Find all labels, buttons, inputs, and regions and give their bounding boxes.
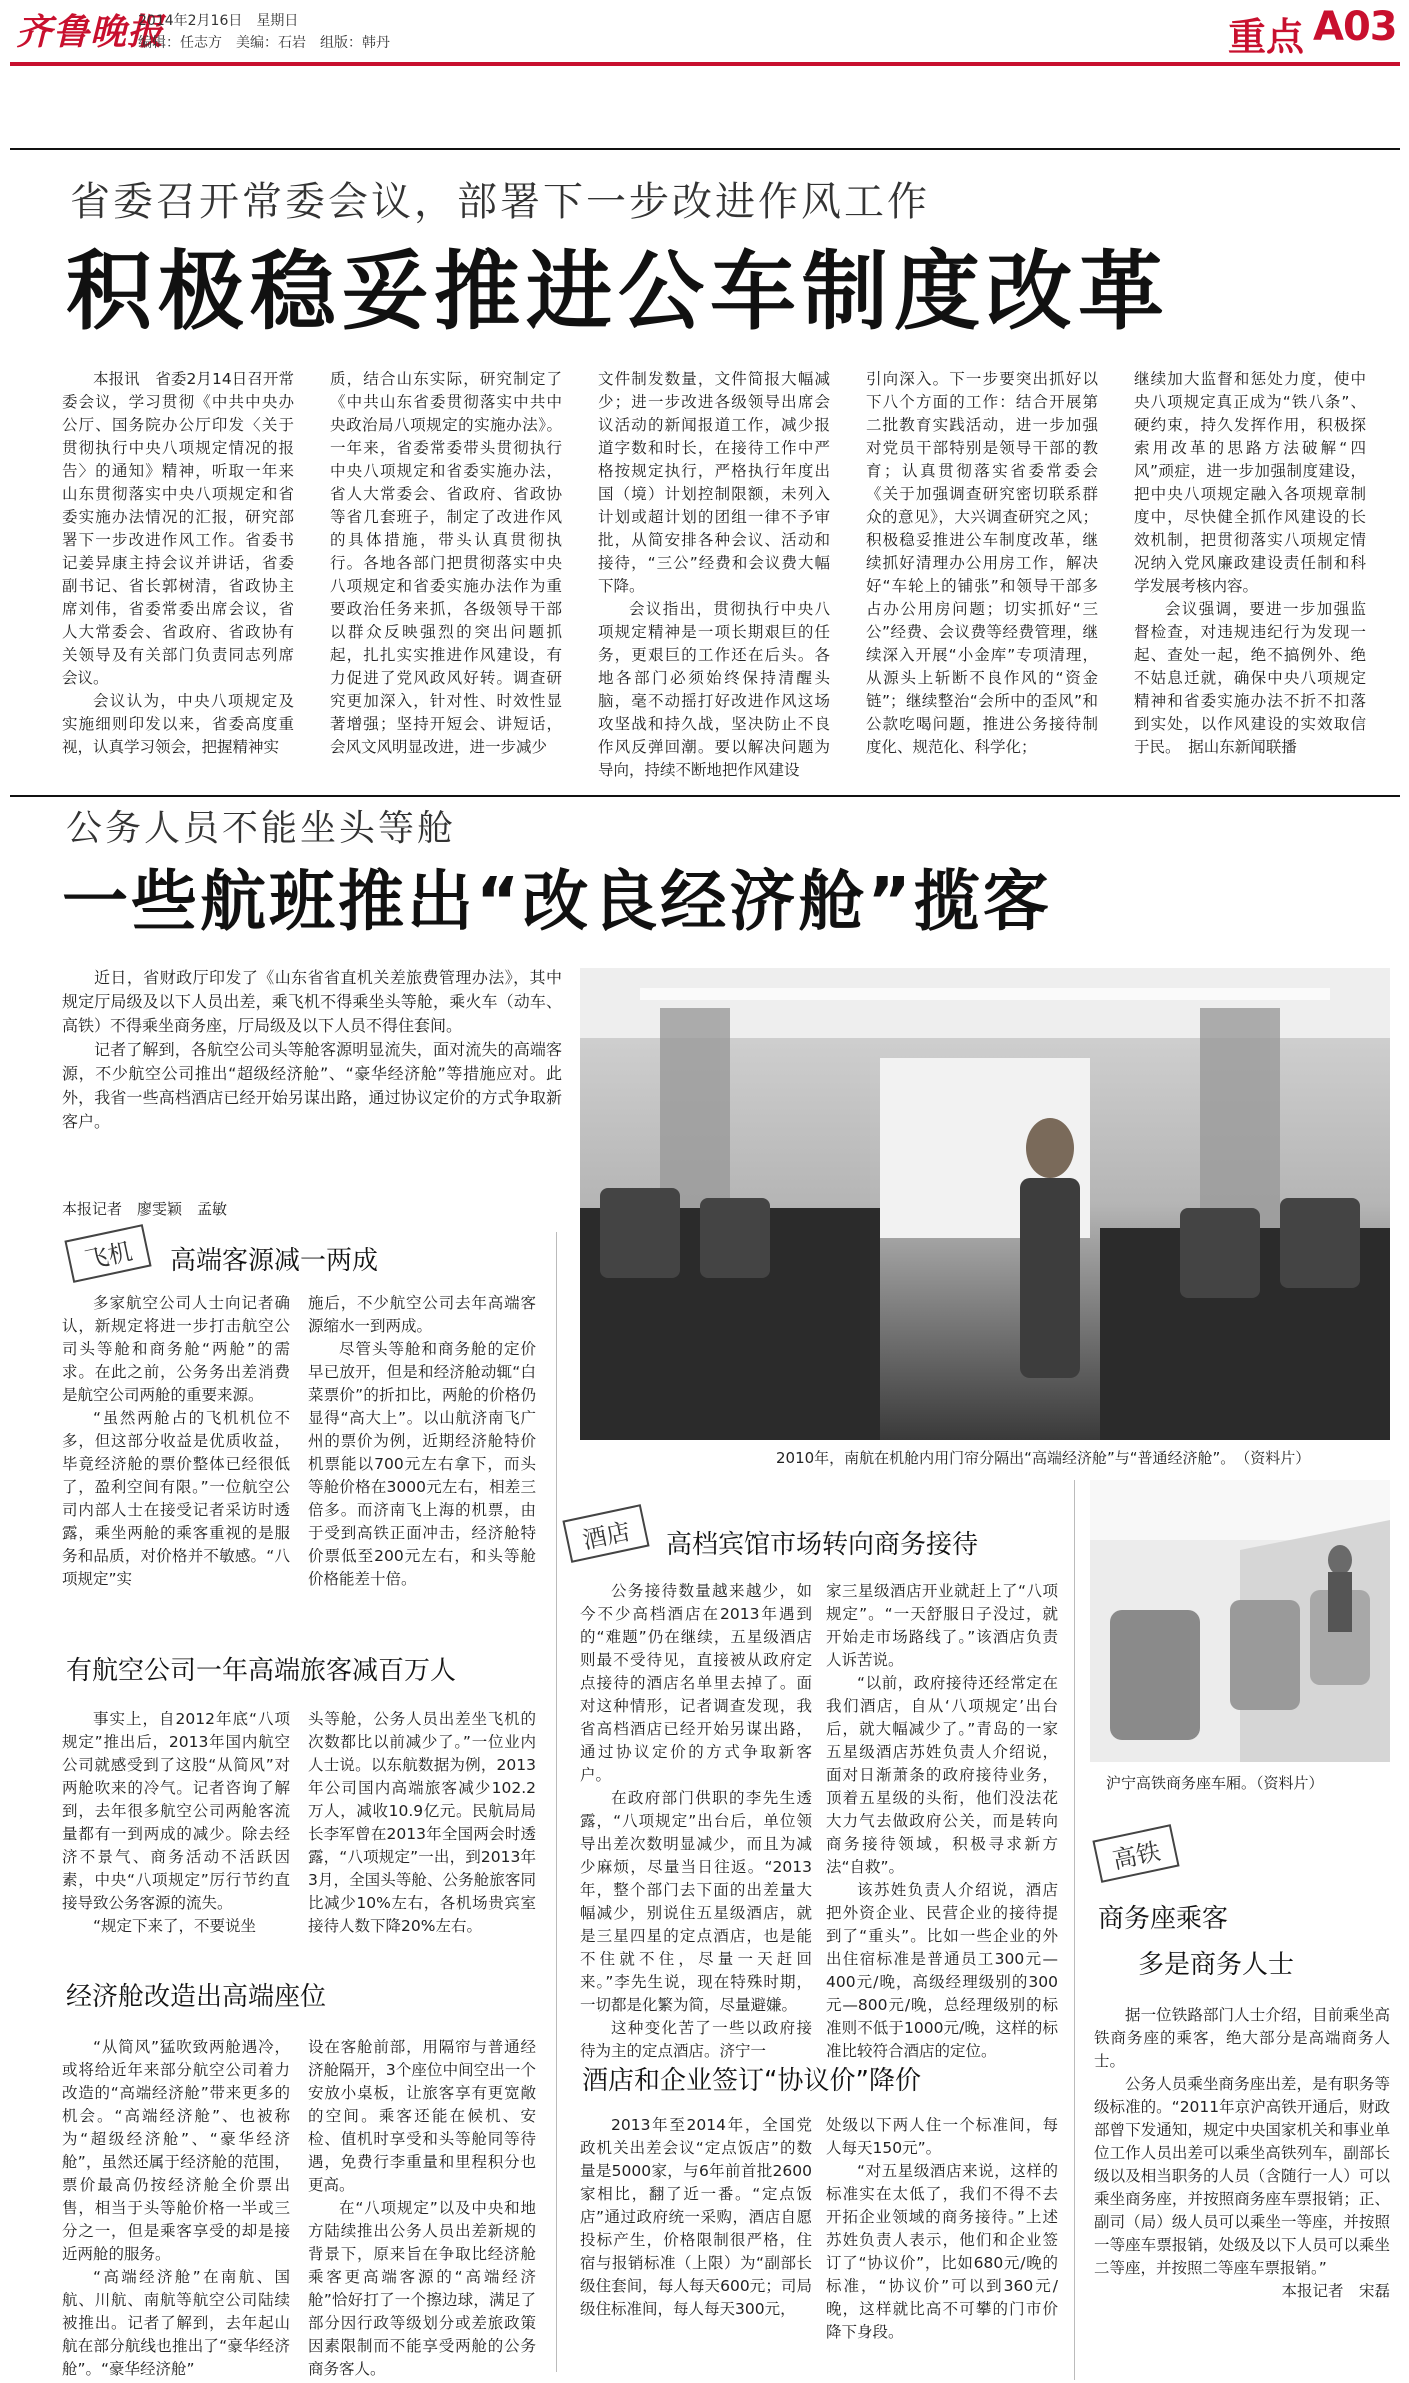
paragraph: 事实上，自2012年底“八项规定”推出后，2013年国内航空公司就感受到了这股“从简风”对两舱吹来的冷气。记者咨询了解到，去年很多航空公司两舱客流量都有一到两成的减少。除去经济不景气、商务活动不活跃因素，中央“八项规定”厉行节约直接导致公务客源的流失。 (62, 1710, 290, 1912)
article1-column-4 (866, 368, 1098, 759)
paragraph: 会议指出，贯彻执行中央八项规定精神是一项长期艰巨的任务，更艰巨的工作还在后头。各地各部门必须始终保持清醒头脑，毫不动摇打好改进作风这场攻坚战和持久战，坚决防止不良作风反弹回潮。要以解决问题为导向，持续不断地把作风建设 (598, 600, 830, 779)
newspaper-logo: 齐鲁晚报 (16, 11, 165, 53)
paragraph: 引向深入。下一步要突出抓好以下八个方面的工作：结合开展第二批教育实践活动，进一步加强对党员干部特别是领导干部的教育；认真贯彻落实省委常委会《关于加强调查研究密切联系群众的意见》，大兴调查研究之风；积极稳妥推进公车制度改革，继续抓好清理办公用房工作，解决好“车轮上的铺张”和领导干部多占办公用房问题；切实抓好“三公”经费、会议费等经费管理，继续深入开展“小金库”专项清理，从源头上斩断不良作风的“资金链”；继续整治“会所中的歪风”和公款吃喝问题，推进公务接待制度化、规范化、科学化； (866, 370, 1098, 756)
paragraph: 这种变化苦了一些以政府接待为主的定点酒店。济宁一 (580, 2019, 812, 2060)
column-divider (1074, 1480, 1075, 2380)
column-divider (556, 1232, 557, 2372)
paragraph: 在“八项规定”以及中央和地方陆续推出公务人员出差新规的背景下，原来旨在争取比经济舱乘客更高端客源的“高端经济舱”恰好打了一个擦边球，满足了部分因行政等级划分或差旅政策因素限制而不能享受两舱的公务商务客人。 (308, 2199, 536, 2378)
paragraph: 头等舱，公务人员出差坐飞机的次数都比以前减少了。”一位业内人士说。以东航数据为例，2013年公司国内高端旅客减少102.2万人，减收10.9亿元。民航局局长李军曾在2013年全国两会时透露，“八项规定”一出，到2013年3月，全国头等舱、公务舱旅客同比减少10%左右，各机场贵宾室接待人数下降20%左右。 (308, 1710, 536, 1935)
paragraph: 在政府部门供职的李先生透露，“八项规定”出台后，单位领导出差次数明显减少，而且为减少麻烦，尽量当日往返。“2013年，整个部门去下面的出差量大幅减少，别说住五星级酒店，就是三星四星的定点酒店，也是能不住就不住，尽量一天赶回来。”李先生说，现在特殊时期，一切都是化繁为简，尽量避嫌。 (580, 1789, 812, 2014)
paragraph: 继续加大监督和惩处力度，使中央八项规定真正成为“铁八条”、硬约束，持久发挥作用，积极探索用改革的思路方法破解“四风”顽症，进一步加强制度建设，把中央八项规定融入各项规章制度中，尽快健全抓作风建设的长效机制，把贯彻落实八项规定情况纳入党风廉政建设责任制和科学发展考核内容。 (1134, 370, 1366, 595)
plane-sub1-column-b (308, 1292, 536, 1591)
article1-kicker: 省委召开常委会议，部署下一步改进作风工作 (70, 179, 930, 225)
paragraph: 尽管头等舱和商务舱的定价早已放开，但是和经济舱动辄“白菜票价”的折扣比，两舱的价格仍显得“高大上”。以山航济南飞广州的票价为例，近期经济舱特价机票能以700元左右拿下，而头等舱价格在3000元左右，相差三倍多。而济南飞上海的机票，由于受到高铁正面冲击，经济舱特价票低至200元左右，和头等舱价格能差十倍。 (308, 1340, 536, 1588)
paragraph: 该苏姓负责人介绍说，酒店把外资企业、民营企业的接待提到了“重头”。比如一些企业的外出住宿标准是普通员工300元—400元/晚，高级经理级别的300元—800元/晚，总经理级别的标准则不低于1000元/晚，这样的标准比较符合酒店的定位。 (826, 1881, 1058, 2060)
article1-column-3 (598, 368, 830, 782)
train-illustration (1090, 1480, 1390, 1762)
plane-sub3-column-b (308, 2036, 536, 2381)
paragraph: 近日，省财政厅印发了《山东省省直机关差旅费管理办法》，其中规定厅局级及以下人员出差，乘飞机不得乘坐头等舱，乘火车（动车、高铁）不得乘坐商务座，厅局级及以下人员不得住套间。 (62, 968, 562, 1035)
paragraph: 质，结合山东实际，研究制定了《中共山东省委贯彻落实中共中央政治局八项规定的实施办法》。一年来，省委常委带头贯彻执行中央八项规定和省委实施办法，省人大常委会、省政府、省政协等省几套班子，制定了改进作风的具体措施，带头认真贯彻执行。各地各部门把贯彻落实中央八项规定和省委实施办法作为重要政治任务来抓，各级领导干部以群众反映强烈的突出问题抓起，扎扎实实推进作风建设，有力促进了党风政风好转。调查研究更加深入，针对性、时效性显著增强；坚持开短会、讲短话，会风文风明显改进，进一步减少 (330, 370, 562, 756)
rail-byline: 本报记者 宋磊 (1281, 2282, 1390, 2300)
hotel-column-a (580, 1580, 812, 2063)
article1-top-rule (10, 148, 1400, 150)
paragraph: “从简风”猛吹致两舱遇冷，或将给近年来部分航空公司着力改造的“高端经济舱”带来更多的机会。“高端经济舱”、也被称为“超级经济舱”、“豪华经济舱”，虽然还属于经济舱的范围，票价最高仍按经济舱全价票出售，相当于头等舱价格一半或三分之一，但是乘客享受的却是接近两舱的服务。 (62, 2038, 290, 2263)
paragraph: 2013年至2014年，全国党政机关出差会议“定点饭店”的数量是5000家，与6年前首批2600家相比，翻了近一番。“定点饭店”通过政府统一采购，酒店自愿投标产生，价格限制很严格，住宿与报销标准（上限）为“副部长级住套间，每人每天600元；司局级住标准间，每人每天300元， (580, 2116, 812, 2318)
paragraph: “以前，政府接待还经常定在我们酒店，自从‘八项规定’出台后，就大幅减少了。”青岛的一家五星级酒店苏姓负责人介绍说，面对日渐萧条的政府接待业务，顶着五星级的头衔，他们没法花大力气去做政府公关，而是转向商务接待领域，积极寻求新方法“自救”。 (826, 1674, 1058, 1876)
article2-lead (62, 966, 562, 1134)
cabin-photo (580, 968, 1390, 1440)
paragraph: 设在客舱前部，用隔帘与普通经济舱隔开，3个座位中间空出一个安放小桌板，让旅客享有更宽敞的空间。乘客还能在候机、安检、值机时享受和头等舱同等待遇，免费行李重量和里程积分也更高。 (308, 2038, 536, 2194)
paragraph: 记者了解到，各航空公司头等舱客源明显流失，面对流失的高端客源，不少航空公司推出“超级经济舱”、“豪华经济舱”等措施应对。此外，我省一些高档酒店已经开始另谋出路，通过协议定价的方式争取新客户。 (62, 1040, 562, 1131)
paragraph: 会议强调，要进一步加强监督检查，对违规违纪行为发现一起、查处一起，绝不搞例外、绝不姑息迁就，确保中央八项规定精神和省委实施办法不折不扣落到实处，以作风建设的实效取信于民。 据山东新闻联播 (1134, 600, 1366, 756)
masthead-rule (10, 62, 1400, 66)
article2-headline: 一些航班推出“改良经济舱”揽客 (62, 863, 1052, 940)
editor-credits: 编辑：任志方 美编：石岩 组版：韩丹 (138, 35, 390, 51)
plane-tag: 飞机 (64, 1224, 151, 1283)
paragraph: 文件制发数量，文件简报大幅减少；进一步改进各级领导出席会议活动的新闻报道工作，减少报道字数和时长，在接待工作中严格按规定执行，严格执行年度出国（境）计划控制限额，未列入计划或超计划的团组一律不予审批，从简安排各种会议、活动和接待，“三公”经费和会议费大幅下降。 (598, 370, 830, 595)
hotel-subhead-2: 酒店和企业签订“协议价”降价 (582, 2066, 921, 2096)
train-photo (1090, 1480, 1390, 1762)
page-number: A03 (1313, 4, 1397, 50)
plane-sub3-column-a (62, 2036, 290, 2381)
paragraph: 多家航空公司人士向记者确认，新规定将进一步打击航空公司头等舱和商务舱“两舱”的需求。在此之前，公务务出差消费是航空公司两舱的重要来源。 (62, 1294, 290, 1404)
article2-top-rule (10, 795, 1400, 797)
article1-column-1 (62, 368, 294, 759)
paragraph: 据一位铁路部门人士介绍，目前乘坐高铁商务座的乘客，绝大部分是高端商务人士。 (1094, 2006, 1390, 2070)
hotel-column-d (826, 2114, 1058, 2344)
cabin-illustration (580, 968, 1390, 1440)
paragraph: 本报讯 省委2月14日召开常委会议，学习贯彻《中共中央办公厅、国务院办公厅印发〈关于贯彻执行中央八项规定情况的报告〉的通知》精神，听取一年来山东贯彻落实中央八项规定和省委实施办法情况的汇报，研究部署下一步改进作风工作。省委书记姜异康主持会议并讲话，省委副书记、省长郭树清，省政协主席刘伟，省委常委出席会议，省人大常委会、省政府、省政协有关领导及有关部门负责同志列席会议。 (62, 370, 294, 687)
plane-subhead-3: 经济舱改造出高端座位 (66, 1982, 327, 2012)
issue-date: 2014年2月16日 星期日 (138, 13, 299, 29)
section-name: 重点 (1228, 15, 1305, 59)
plane-subhead-1: 高端客源减一两成 (170, 1246, 379, 1276)
plane-subhead-2: 有航空公司一年高端旅客减百万人 (66, 1656, 457, 1686)
article1-headline: 积极稳妥推进公车制度改革 (66, 242, 1170, 342)
paragraph: 家三星级酒店开业就赶上了“八项规定”。“一天舒服日子没过，就开始走市场路线了。”该酒店负责人诉苦说。 (826, 1582, 1058, 1669)
hotel-subhead-1: 高档宾馆市场转向商务接待 (666, 1530, 979, 1560)
article1-column-5 (1134, 368, 1366, 759)
hotel-column-b (826, 1580, 1058, 2063)
rail-subhead-1: 商务座乘客 (1098, 1904, 1229, 1934)
rail-column (1094, 2004, 1390, 2303)
masthead (0, 0, 1409, 66)
paragraph: “对五星级酒店来说，这样的标准实在太低了，我们不得不去开拓企业领域的商务接待。”上述苏姓负责人表示，他们和企业签订了“协议价”，比如680元/晚的标准，“协议价”可以到360元/晚，这样就比高不可攀的门市价降下身段。 (826, 2162, 1058, 2341)
article2-kicker: 公务人员不能坐头等舱 (66, 808, 457, 849)
plane-sub2-column-a (62, 1708, 290, 1938)
hotel-tag: 酒店 (562, 1504, 649, 1563)
hotel-column-c (580, 2114, 812, 2321)
paragraph: “规定下来了，不要说坐 (93, 1917, 257, 1935)
plane-sub2-column-b (308, 1708, 536, 1938)
train-photo-caption: 沪宁高铁商务座车厢。（资料片） (1106, 1774, 1324, 1792)
paragraph: 处级以下两人住一个标准间，每人每天150元”。 (826, 2116, 1058, 2157)
paragraph: “虽然两舱占的飞机机位不多，但这部分收益是优质收益，毕竟经济舱的票价整体已经很低了，盈利空间有限。”一位航空公司内部人士在接受记者采访时透露，乘坐两舱的乘客重视的是服务和品质，对价格并不敏感。“八项规定”实 (62, 1409, 290, 1588)
article1-column-2 (330, 368, 562, 759)
paragraph: 会议认为，中央八项规定及实施细则印发以来，省委高度重视，认真学习领会，把握精神实 (62, 692, 294, 756)
cabin-photo-caption: 2010年，南航在机舱内用门帘分隔出“高端经济舱”与“普通经济舱”。 （资料片） (776, 1449, 1311, 1467)
paragraph: 公务接待数量越来越少，如今不少高档酒店在2013年遇到的“难题”仍在继续，五星级酒店则最不受待见，直接被从政府定点接待的酒店名单里去掉了。面对这种情形，记者调查发现，我省高档酒店已经开始另谋出路，通过协议定价的方式争取新客户。 (580, 1582, 812, 1784)
article2-byline: 本报记者 廖雯颖 孟敏 (62, 1200, 228, 1218)
paragraph: 施后，不少航空公司去年高端客源缩水一到两成。 (308, 1294, 536, 1335)
rail-subhead-2: 多是商务人士 (1138, 1950, 1295, 1980)
plane-sub1-column-a (62, 1292, 290, 1591)
paragraph: 公务人员乘坐商务座出差，是有职务等级标准的。“2011年京沪高铁开通后，财政部曾下发通知，规定中央国家机关和事业单位工作人员出差可以乘坐高铁列车，副部长级以及相当职务的人员（含随行一人）可以乘坐商务座，并按照商务座车票报销；正、副司（局）级人员可以乘坐一等座，并按照一等座车票报销，处级及以下人员可以乘坐二等座，并按照二等座车票报销。” (1094, 2075, 1390, 2277)
paragraph: “高端经济舱”在南航、国航、川航、南航等航空公司陆续被推出。记者了解到，去年起山航在部分航线也推出了“豪华经济舱”。“豪华经济舱” (62, 2268, 290, 2378)
rail-tag: 高铁 (1092, 1824, 1179, 1883)
